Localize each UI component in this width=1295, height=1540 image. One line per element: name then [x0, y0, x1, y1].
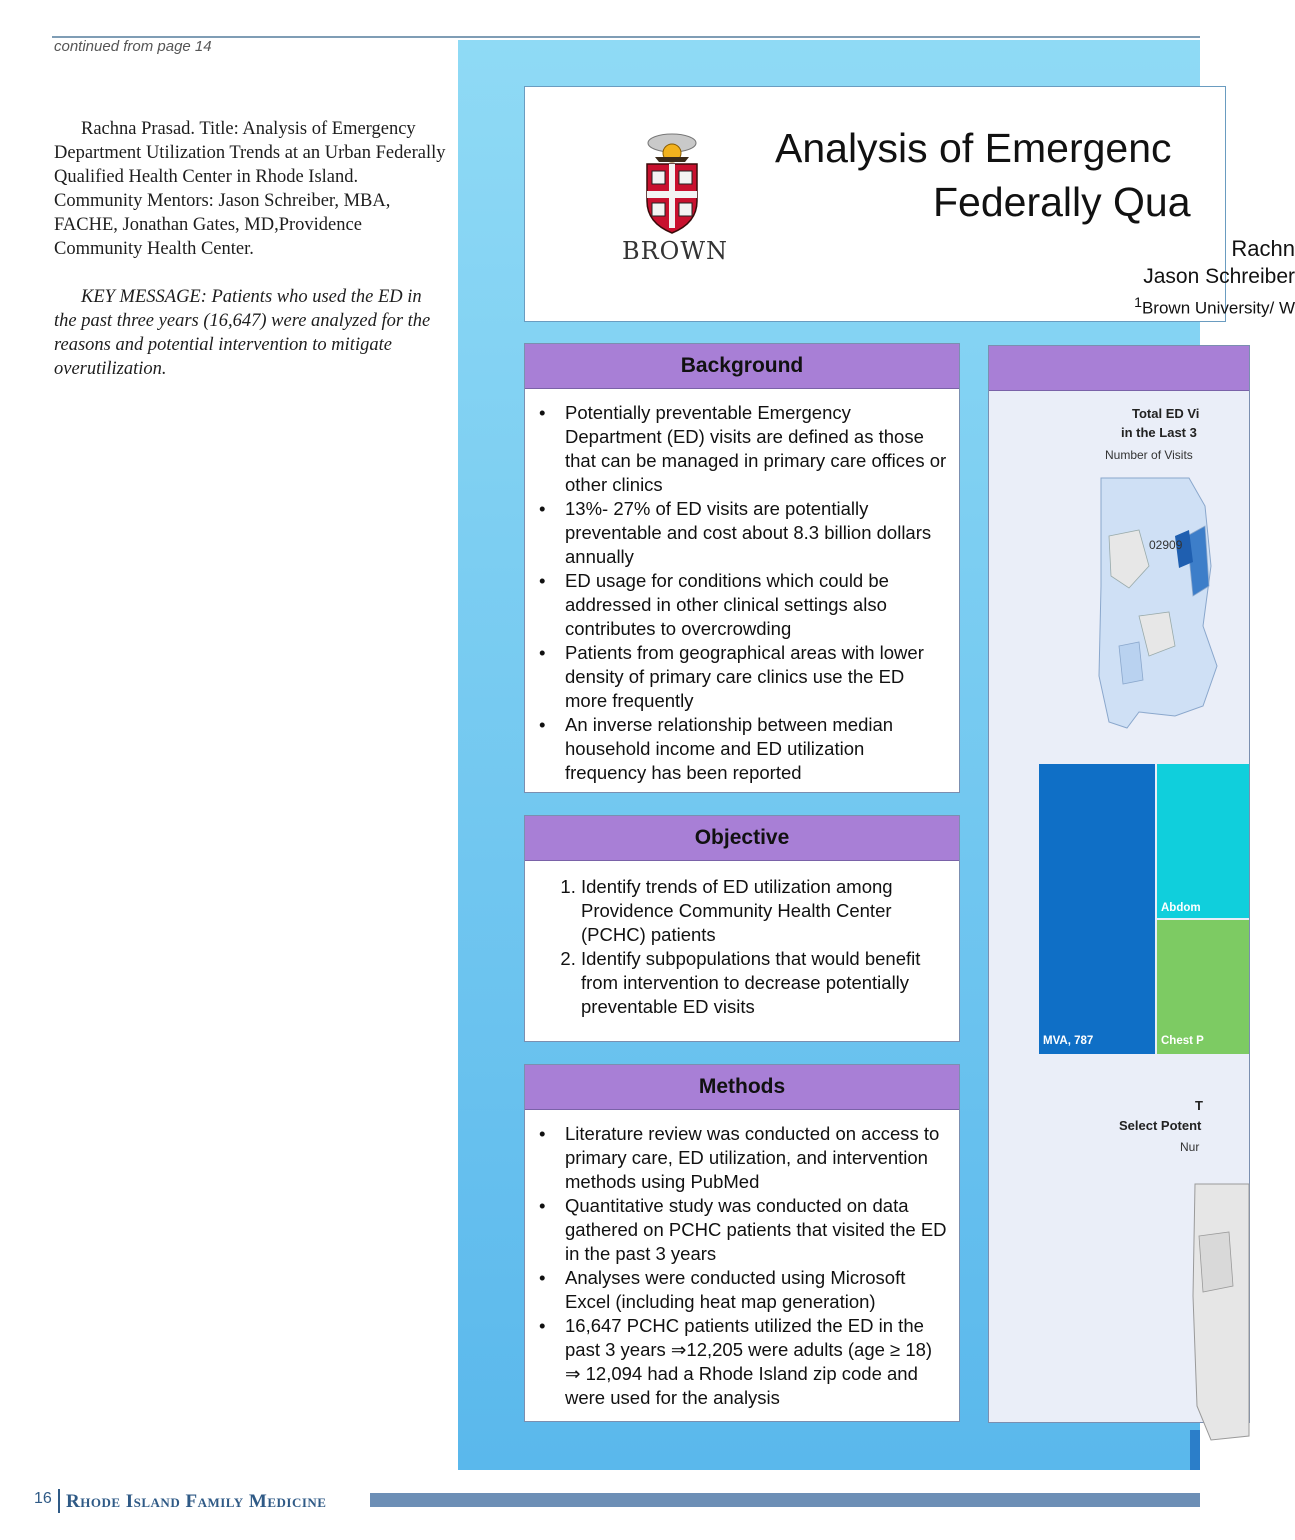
- footer-bar: [370, 1493, 1200, 1507]
- list-item: • ED usage for conditions which could be addressed in other clinical settings also contributes to overcrowding: [565, 569, 947, 641]
- continued-note: continued from page 14: [54, 38, 212, 55]
- map2-title-line2: Select Potent: [1119, 1118, 1202, 1133]
- rhode-island-heatmap: [989, 466, 1249, 756]
- list-item: • 16,647 PCHC patients utilized the ED in the past 3 years ⇒12,205 were adults (age ≥ 18) ⇒ 12,094 had a Rhode Island zip code and were used for the analysis: [565, 1314, 947, 1410]
- poster-title: [775, 121, 1295, 229]
- methods-list: [525, 1110, 959, 1410]
- affiliation-line: [775, 291, 1295, 321]
- list-item: • An inverse relationship between median household income and ED utilization frequency has been reported: [565, 713, 947, 785]
- article-intro: Rachna Prasad. Title: Analysis of Emergency Department Utilization Trends at an Urban Federally Qualified Health Center in Rhode Island. Community Mentors: Jason Schreiber, MBA, FACHE, Jonathan Gates, MD,Providence Community Health Center.: [54, 119, 446, 259]
- article-text: [54, 117, 446, 381]
- list-item: 1. Identify trends of ED utilization among Providence Community Health Center (PCHC) patients: [581, 875, 947, 947]
- background-list: [525, 389, 959, 785]
- map2-title-line1: T: [1195, 1098, 1203, 1113]
- treemap-label-mva: MVA, 787: [1043, 1035, 1094, 1047]
- treemap-cell-abdominal: [1157, 764, 1249, 918]
- map1-zip-label: 02909: [1149, 538, 1183, 552]
- list-item: 2. Identify subpopulations that would benefit from intervention to decrease potentially preventable ED visits: [581, 947, 947, 1019]
- key-message: KEY MESSAGE: Patients who used the ED in the past three years (16,647) were analyzed for the reasons and potential intervention to mitigate overutilization.: [54, 287, 431, 379]
- methods-heading: Methods: [525, 1065, 959, 1110]
- poster-title-line1: Analysis of Emergenc: [775, 125, 1172, 171]
- methods-section: [524, 1064, 960, 1422]
- list-item: • Potentially preventable Emergency Department (ED) visits are defined as those that can be managed in primary care offices or other clinics: [565, 401, 947, 497]
- background-heading: Background: [525, 344, 959, 389]
- poster-corner-accent: [1190, 1430, 1200, 1470]
- map1-title-line2: in the Last 3: [1121, 425, 1197, 440]
- affiliation-text: Brown University/ W: [1141, 298, 1295, 318]
- results-section: [988, 345, 1250, 1423]
- author-line2: Jason Schreiber: [1143, 265, 1295, 288]
- list-item: • Quantitative study was conducted on data gathered on PCHC patients that visited the ED in the past 3 years: [565, 1194, 947, 1266]
- background-section: [524, 343, 960, 793]
- map1-title-line1: Total ED Vi: [1132, 406, 1200, 421]
- list-item: • Patients from geographical areas with lower density of primary care clinics use the ED more frequently: [565, 641, 947, 713]
- poster-title-line2: Federally Qua: [933, 179, 1191, 225]
- list-item: • 13%- 27% of ED visits are potentially preventable and cost about 8.3 billion dollars annually: [565, 497, 947, 569]
- poster-authors: [775, 235, 1295, 321]
- chief-complaint-treemap: [989, 764, 1249, 1064]
- publication-name: Rhode Island Family Medicine: [66, 1491, 327, 1512]
- footer-separator: [58, 1489, 60, 1513]
- treemap-cell-chest-pain: [1157, 920, 1249, 1054]
- list-item: • Analyses were conducted using Microsoft Excel (including heat map generation): [565, 1266, 947, 1314]
- logo-wordmark: BROWN: [621, 237, 729, 265]
- rhode-island-map-2: [989, 1176, 1249, 1456]
- map1-subtitle: Number of Visits: [1105, 448, 1193, 462]
- treemap-label-abdominal: Abdom: [1161, 902, 1201, 914]
- objective-heading: Objective: [525, 816, 959, 861]
- objective-list: [525, 861, 959, 1019]
- treemap-cell-mva: [1039, 764, 1155, 1054]
- treemap-label-chest-pain: Chest P: [1161, 1035, 1204, 1047]
- map2-subtitle: Nur: [1180, 1140, 1200, 1154]
- top-rule: [52, 36, 1200, 38]
- objective-section: [524, 815, 960, 1042]
- research-poster: [458, 40, 1295, 1470]
- page-number: 16: [34, 1490, 52, 1507]
- brown-shield-logo: [619, 131, 725, 235]
- list-item: • Literature review was conducted on access to primary care, ED utilization, and intervention methods using PubMed: [565, 1122, 947, 1194]
- author-line1: Rachn: [1231, 236, 1295, 261]
- results-heading-bar: [989, 346, 1249, 391]
- poster-header: [524, 86, 1295, 322]
- affiliation-superscript: 1: [1134, 295, 1142, 311]
